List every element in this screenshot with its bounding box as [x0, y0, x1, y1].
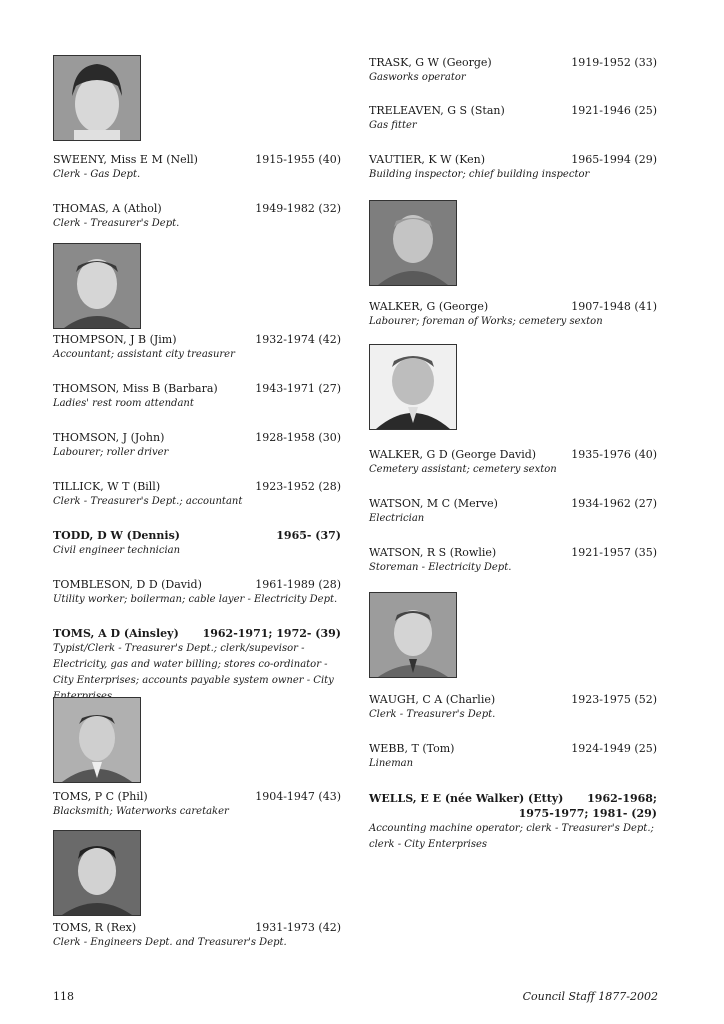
staff-role: Electrician [369, 513, 425, 524]
staff-role: Accounting machine operator; clerk - Treasurer's Dept.; clerk - City Enterprises [369, 823, 654, 850]
staff-years: 1928-1958 (30) [255, 431, 341, 444]
staff-name: TOMS, P C (Phil) [53, 790, 148, 803]
staff-years: 1915-1955 (40) [255, 153, 341, 166]
staff-entry [53, 920, 341, 951]
staff-years: 1904-1947 (43) [255, 790, 341, 803]
staff-name: TODD, D W (Dennis) [53, 529, 180, 542]
staff-years: 1934-1962 (27) [571, 497, 657, 510]
staff-years: 1949-1982 (32) [255, 202, 341, 215]
staff-name: VAUTIER, K W (Ken) [369, 153, 486, 166]
staff-role: Gas fitter [369, 120, 417, 131]
staff-entry [53, 789, 341, 820]
staff-years: 1965-1994 (29) [571, 153, 657, 166]
staff-name: WALKER, G D (George David) [369, 448, 537, 461]
staff-name: TILLICK, W T (Bill) [53, 480, 161, 493]
staff-role: Labourer; foreman of Works; cemetery sexton [369, 316, 603, 327]
staff-years: 1924-1949 (25) [571, 742, 657, 755]
staff-name: THOMSON, J (John) [53, 431, 165, 444]
staff-role: Clerk - Treasurer's Dept. [53, 218, 180, 229]
staff-role: Clerk - Engineers Dept. and Treasurer's Dept. [53, 937, 287, 948]
staff-name: SWEENY, Miss E M (Nell) [53, 153, 198, 166]
staff-role: Accountant; assistant city treasurer [53, 349, 235, 360]
staff-role: Storeman - Electricity Dept. [369, 562, 512, 573]
staff-entry [369, 545, 657, 576]
staff-name: TOMBLESON, D D (David) [53, 578, 202, 591]
staff-entry [369, 741, 657, 772]
staff-entry [53, 479, 341, 510]
staff-entry [369, 299, 657, 330]
staff-role: Building inspector; chief building inspector [369, 169, 590, 180]
page-number: 118 [53, 990, 74, 1003]
staff-years: 1943-1971 (27) [255, 382, 341, 395]
staff-role: Blacksmith; Waterworks caretaker [53, 806, 229, 817]
staff-entry [53, 528, 341, 559]
staff-years-continued: 1975-1977; 1981- (29) [518, 807, 657, 820]
staff-name: WELLS, E E (née Walker) (Etty) [369, 792, 564, 805]
portrait-photo-thompson [53, 243, 141, 329]
portrait-photo-walker-gd [369, 344, 457, 430]
staff-name: TRASK, G W (George) [369, 56, 492, 69]
staff-name: TOMS, A D (Ainsley) [53, 627, 179, 640]
portrait-photo-toms-r [53, 830, 141, 916]
staff-role: Utility worker; boilerman; cable layer - Electricity Dept. [53, 594, 338, 605]
staff-years: 1965- (37) [276, 529, 341, 542]
staff-role: Gasworks operator [369, 72, 466, 83]
staff-name: WATSON, M C (Merve) [369, 497, 498, 510]
staff-entry [369, 152, 657, 183]
staff-years: 1907-1948 (41) [571, 300, 657, 313]
staff-years: 1962-1968; [587, 792, 657, 805]
staff-name: WEBB, T (Tom) [369, 742, 455, 755]
staff-name: WAUGH, C A (Charlie) [369, 693, 496, 706]
portrait-photo-walker-g [369, 200, 457, 286]
running-footer-title: Council Staff 1877-2002 [522, 990, 658, 1003]
staff-years: 1923-1975 (52) [571, 693, 657, 706]
staff-entry [369, 447, 657, 478]
staff-name: THOMSON, Miss B (Barbara) [53, 382, 218, 395]
staff-role: Clerk - Treasurer's Dept. [369, 709, 496, 720]
portrait-photo-sweeny [53, 55, 141, 141]
staff-entry [369, 103, 657, 134]
staff-name: WATSON, R S (Rowlie) [369, 546, 497, 559]
staff-name: WALKER, G (George) [369, 300, 489, 313]
staff-years: 1931-1973 (42) [255, 921, 341, 934]
staff-years: 1921-1957 (35) [571, 546, 657, 559]
staff-years: 1961-1989 (28) [255, 578, 341, 591]
staff-entry [53, 577, 341, 608]
staff-entry [53, 626, 341, 705]
staff-entry [53, 152, 341, 183]
staff-entry [369, 692, 657, 723]
staff-entry [53, 430, 341, 461]
staff-years: 1923-1952 (28) [255, 480, 341, 493]
staff-name: TOMS, R (Rex) [53, 921, 137, 934]
staff-years: 1932-1974 (42) [255, 333, 341, 346]
staff-entry [53, 201, 341, 232]
staff-years: 1919-1952 (33) [571, 56, 657, 69]
staff-name: THOMAS, A (Athol) [53, 202, 162, 215]
staff-entry [369, 55, 657, 86]
staff-years: 1921-1946 (25) [571, 104, 657, 117]
staff-role: Clerk - Treasurer's Dept.; accountant [53, 496, 243, 507]
staff-entry [53, 381, 341, 412]
portrait-photo-waugh [369, 592, 457, 678]
portrait-photo-toms-pc [53, 697, 141, 783]
staff-role: Cemetery assistant; cemetery sexton [369, 464, 557, 475]
staff-role: Labourer; roller driver [53, 447, 169, 458]
staff-role: Ladies' rest room attendant [53, 398, 194, 409]
staff-entry [369, 791, 657, 853]
staff-role: Lineman [369, 758, 414, 769]
staff-entry [53, 332, 341, 363]
staff-entry [369, 496, 657, 527]
staff-role: Typist/Clerk - Treasurer's Dept.; clerk/supevisor - Electricity, gas and water billing; stores co-ordinator - City Enterprises; accounts payable system owner - City [53, 643, 334, 686]
staff-role: Civil engineer technician [53, 545, 181, 556]
staff-name: THOMPSON, J B (Jim) [53, 333, 177, 346]
staff-years: 1935-1976 (40) [571, 448, 657, 461]
staff-name: TRELEAVEN, G S (Stan) [369, 104, 505, 117]
staff-role: Clerk - Gas Dept. [53, 169, 141, 180]
staff-years: 1962-1971; 1972- (39) [202, 627, 341, 640]
